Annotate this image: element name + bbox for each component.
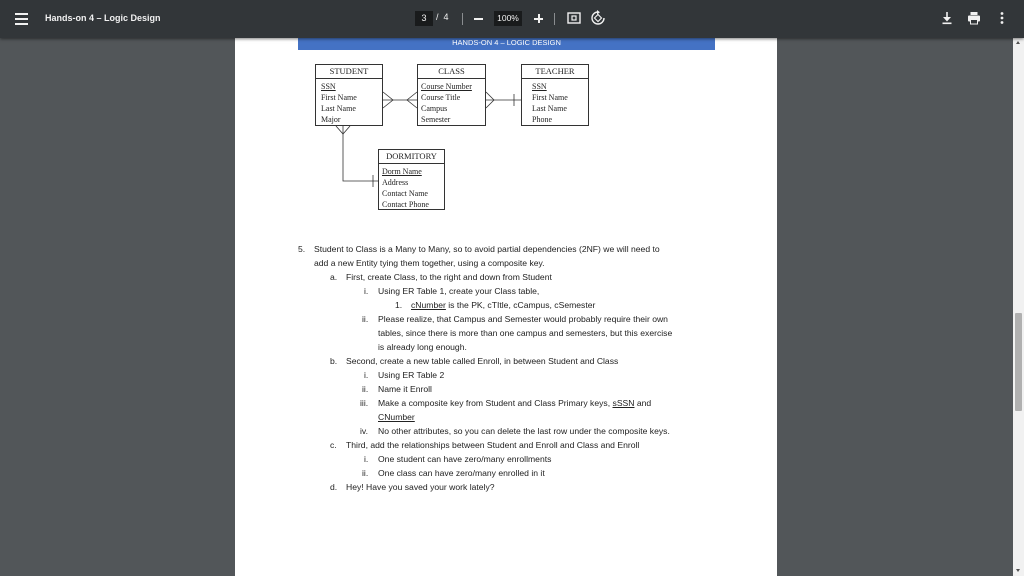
document-viewer[interactable] [0,38,1014,576]
print-icon[interactable] [965,9,983,27]
composite-key-text: Make a composite key from Student and Class Primary keys, [378,398,613,408]
instruction-text [411,300,595,311]
instruction-text: One class can have zero/many enrolled in it [378,468,545,478]
teacher-entity [521,64,589,126]
total-pages: 4 [443,12,449,22]
instruction-text: One student can have zero/many enrollments [378,454,552,464]
scroll-up-arrow-icon[interactable] [1016,41,1020,44]
rotate-icon[interactable] [589,9,607,27]
instruction-text: tables, since there is more than one campus and semesters, but this exercise [378,328,673,338]
instruction-text: No other attributes, so you can delete the last row under the composite keys. [378,426,670,436]
entity-attribute: Course Title [421,93,461,102]
entity-attribute: Last Name [321,104,356,113]
entity-attribute: Last Name [532,104,567,113]
dormitory-entity [378,149,445,210]
list-number: iv. [360,426,368,436]
page-count [436,12,449,22]
entity-attribute: Campus [421,104,448,113]
scroll-down-arrow-icon[interactable] [1016,569,1020,572]
key-name: CNumber [378,412,415,422]
conjunction-text: and [634,398,652,408]
key-name: cNumber [411,300,446,310]
list-number: 5. [298,244,306,254]
pdf-toolbar [0,0,1024,38]
page-banner: HANDS-ON 4 – LOGIC DESIGN [298,38,715,50]
zoom-input[interactable]: 100% [494,11,522,26]
entity-attribute: Address [382,178,409,187]
pdf-page [235,38,777,576]
instruction-text: Third, add the relationships between Student and Enroll and Class and Enroll [346,440,640,450]
list-number: c. [330,440,337,450]
entity-title: STUDENT [316,65,382,79]
instruction-text: Hey! Have you saved your work lately? [346,482,495,492]
entity-attribute: Dorm Name [382,167,422,176]
list-number: ii. [362,314,369,324]
instruction-text: Using ER Table 2 [378,370,445,380]
entity-attribute: Contact Phone [382,200,429,209]
list-number: i. [364,286,369,296]
page-separator: / [436,12,439,22]
list-number: 1. [395,300,403,310]
list-number: d. [330,482,338,492]
list-number: ii. [362,468,369,478]
instruction-text: First, create Class, to the right and down from Student [346,272,552,282]
entity-attribute: Major [321,115,341,124]
instruction-text: Please realize, that Campus and Semester would probably require their own [378,314,668,324]
instruction-text: Using ER Table 1, create your Class table, [378,286,540,296]
entity-attribute: Contact Name [382,189,428,198]
page-number-input[interactable]: 3 [415,11,433,26]
class-entity [417,64,486,126]
list-number: a. [330,272,338,282]
instruction-text: Second, create a new table called Enroll, in between Student and Class [346,356,619,366]
plus-icon[interactable] [530,9,548,27]
toolbar-divider [462,13,463,25]
toolbar-divider [554,13,555,25]
menu-icon[interactable] [14,10,30,28]
entity-attribute: SSN [532,82,547,91]
instruction-text [378,398,651,409]
scrollbar-thumb[interactable] [1015,313,1022,411]
entity-attribute: Semester [421,115,451,124]
entity-attribute: First Name [532,93,568,102]
vertical-scrollbar[interactable] [1013,38,1024,576]
entity-attribute: SSN [321,82,336,91]
download-icon[interactable] [938,9,956,27]
instruction-text: Student to Class is a Many to Many, so to avoid partial dependencies (2NF) we will need to [314,244,660,254]
student-entity [315,64,383,126]
entity-attribute: Course Number [421,82,472,91]
instruction-text: add a new Entity tying them together, using a composite key. [314,258,545,268]
list-number: ii. [362,384,369,394]
fit-page-icon[interactable] [565,9,583,27]
key-description: is the PK, cTItle, cCampus, cSemester [445,300,596,310]
entity-attribute: Phone [532,115,552,124]
entity-title: DORMITORY [379,150,444,164]
list-number: i. [364,370,369,380]
document-title: Hands-on 4 – Logic Design [45,13,161,23]
list-number: i. [364,454,369,464]
entity-title: CLASS [418,65,485,79]
minus-icon[interactable] [470,9,488,27]
instruction-text: is already long enough. [378,342,467,352]
list-number: iii. [360,398,369,408]
list-number: b. [330,356,338,366]
key-name: sSSN [612,398,635,408]
instruction-text: Name it Enroll [378,384,432,394]
entity-title: TEACHER [522,65,588,79]
entity-attribute: First Name [321,93,357,102]
more-vert-icon[interactable] [993,9,1011,27]
